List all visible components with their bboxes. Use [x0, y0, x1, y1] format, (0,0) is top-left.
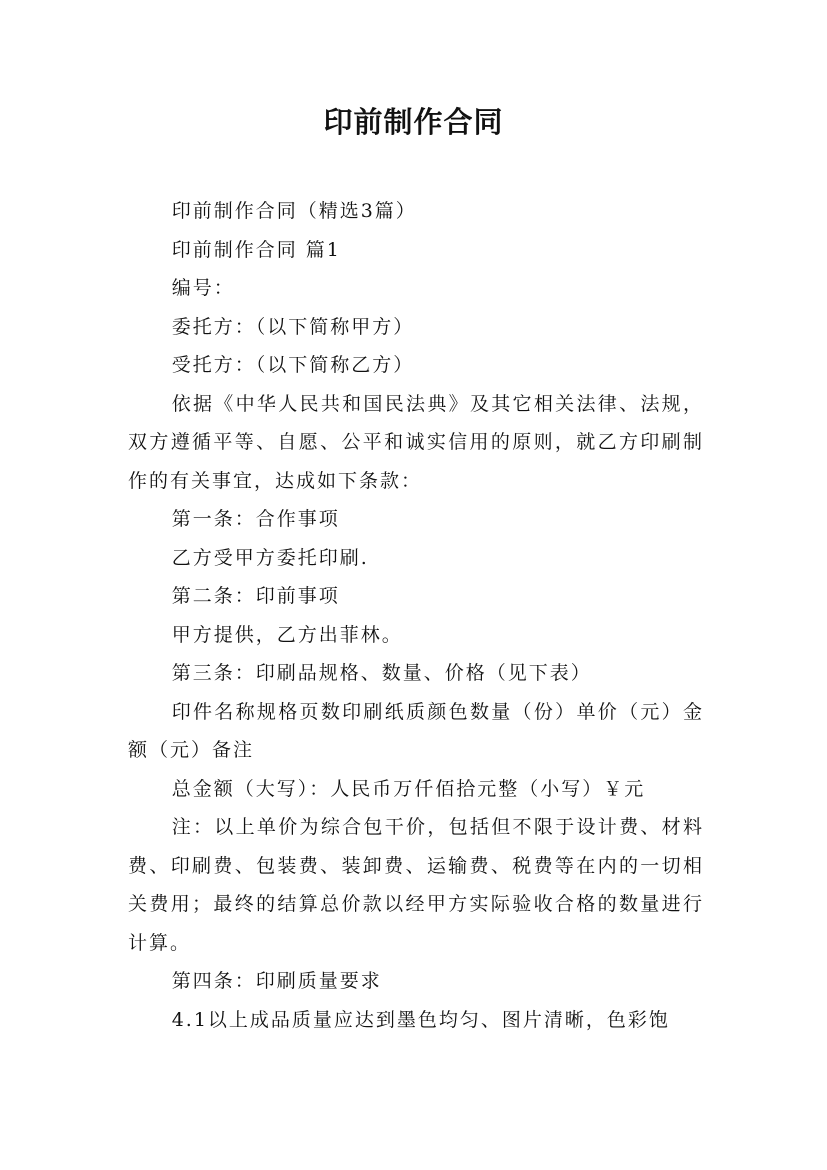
paragraph-article-4-heading: 第四条：印刷质量要求 — [171, 970, 382, 992]
paragraph-article-1-body: 乙方受甲方委托印刷. — [171, 546, 369, 569]
paragraph-table-header: 印件名称规格页数印刷纸质颜色数量（份）单价（元）金额（元）备注 — [128, 700, 704, 761]
paragraph-subtitle: 印前制作合同（精选3篇） — [171, 200, 417, 222]
document-title: 印前制作合同 — [323, 105, 504, 139]
paragraph-article-3-heading: 第三条：印刷品规格、数量、价格（见下表） — [171, 662, 592, 684]
document-body — [128, 192, 704, 1039]
paragraph-article-2-body: 甲方提供，乙方出菲林。 — [171, 623, 403, 646]
paragraph-price-note: 注：以上单价为综合包干价，包括但不限于设计费、材料费、印刷费、包装费、装卸费、运输费、税费等在内的一切相关费用；最终的结算总价款以经甲方实际验收合格的数量进行计算。 — [128, 816, 704, 954]
paragraph-preamble: 依据《中华人民共和国民法典》及其它相关法律、法规，双方遵循平等、自愿、公平和诚实信用的原则，就乙方印刷制作的有关事宜，达成如下条款： — [128, 392, 704, 492]
paragraph-party-a: 委托方：（以下简称甲方） — [171, 315, 415, 338]
paragraph-article-1-heading: 第一条：合作事项 — [171, 508, 340, 530]
paragraph-total-amount: 总金额（大写）：人民币万仟佰拾元整（小写）￥元 — [171, 777, 646, 800]
paragraph-contract-number: 编号： — [171, 277, 235, 299]
paragraph-party-b: 受托方：（以下简称乙方） — [171, 354, 415, 376]
paragraph-article-4-1: 4.1以上成品质量应达到墨色均匀、图片清晰，色彩饱 — [171, 1008, 670, 1031]
paragraph-section-heading: 印前制作合同 篇1 — [171, 238, 341, 261]
paragraph-article-2-heading: 第二条：印前事项 — [171, 585, 340, 607]
